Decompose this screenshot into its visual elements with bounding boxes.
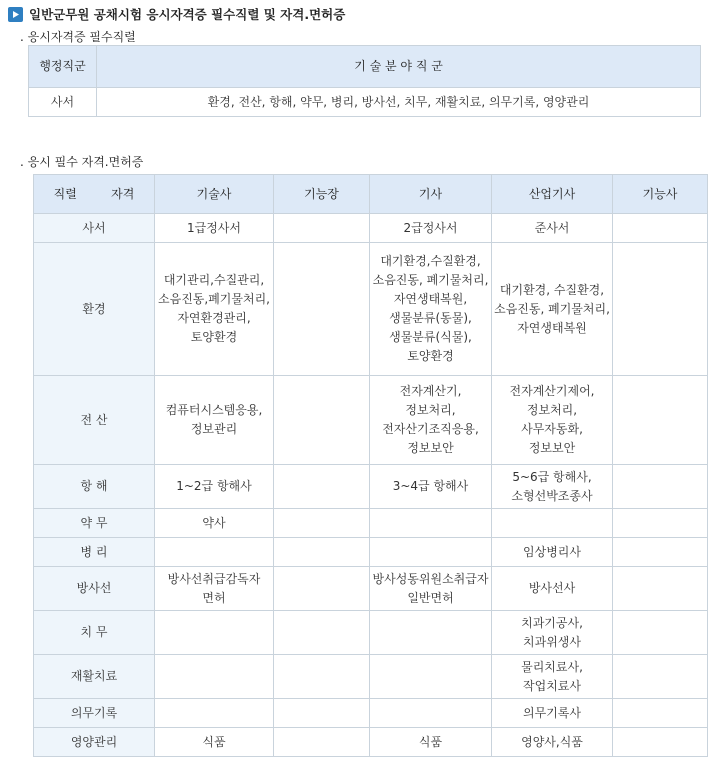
license-cell [613,567,708,611]
license-cell [613,465,708,509]
cell-text: 의무기록사 [523,705,581,720]
license-cell [370,538,492,567]
cell-text: 2급정사서 [403,220,458,235]
license-cell [274,538,370,567]
license-cell [492,567,613,611]
cell-text: 전자계산기제어, 정보처리, 사무자동화, 정보보안 [509,384,595,455]
license-table [33,174,708,757]
series-name-cell [34,509,155,538]
license-cell [155,728,274,757]
license-cell [613,611,708,655]
license-cell [613,728,708,757]
play-bullet-icon [8,7,23,22]
license-cell [370,465,492,509]
admin-series-cell: 사서 [29,88,97,117]
license-cell [492,538,613,567]
table-row [34,567,708,611]
series-name-cell [34,728,155,757]
series-name-cell [34,538,155,567]
table-row [34,214,708,243]
license-table-body [34,214,708,757]
license-cell [274,655,370,699]
license-cell [492,509,613,538]
required-series-table [28,45,701,117]
license-cell [155,567,274,611]
license-cell [155,243,274,376]
license-cell [370,699,492,728]
license-cell [274,243,370,376]
series-name-cell [34,655,155,699]
cell-text: 영양관리 [70,734,118,749]
cell-text: 식품 [418,734,443,749]
table-row [34,509,708,538]
header-engineer: 기사 [370,175,492,214]
cell-text: 컴퓨터시스템응용, 정보관리 [165,403,263,436]
series-name-cell [34,465,155,509]
cell-text: 방사선취급감독자 면허 [167,571,261,605]
cell-text: 치 무 [80,625,108,639]
cell-text: 3~4급 항해사 [392,479,469,493]
cell-text: 방사선 [76,581,112,595]
license-cell [613,509,708,538]
cell-text: 사서 [82,220,106,235]
series-name-cell [34,214,155,243]
cell-text: 병 리 [80,544,108,559]
table-row [34,699,708,728]
cell-text: 의무기록 [70,705,118,720]
license-cell [155,699,274,728]
license-cell [613,655,708,699]
series-name-cell [34,376,155,465]
cell-text: 1~2급 항해사 [176,479,252,493]
license-cell [613,376,708,465]
license-cell [492,465,613,509]
license-cell [613,243,708,376]
cell-text: 환경 [82,301,106,316]
license-cell [370,376,492,465]
cell-text: 재활치료 [70,669,118,683]
cell-text: 대기환경,수질환경, 소음진동, 폐기물처리, 자연생태복원, 생물분류(동물), 생물분류(식물), 토양환경 [372,254,489,363]
license-cell [492,611,613,655]
cell-text: 전자계산기, 정보처리, 전자산기조직응용, 정보보안 [382,384,479,455]
license-cell [274,699,370,728]
cell-text: 약 무 [80,515,108,530]
cell-text: 1급정사서 [186,220,241,235]
cell-text: 영양사,식품 [521,734,583,749]
cell-text: 5~6급 항해사, 소형선박조종사 [511,469,593,503]
header-tech-group: 기 술 분 야 직 군 [97,46,701,88]
license-cell [370,214,492,243]
header-master-craftsman: 기능장 [274,175,370,214]
license-cell [155,538,274,567]
table-row [34,655,708,699]
license-cell [370,243,492,376]
section1-label: . 응시자격증 필수직렬 [20,30,136,44]
table-row [34,376,708,465]
license-cell [370,567,492,611]
cell-text: 항 해 [80,479,108,493]
cell-text: 대기환경, 수질환경, 소음진동, 폐기물처리, 자연생태복원 [494,282,610,335]
page-title [8,4,345,24]
license-cell [274,728,370,757]
header-industrial-engineer: 산업기사 [492,175,613,214]
license-cell [492,728,613,757]
cell-text: 전 산 [80,412,108,427]
cell-text: 대기관리,수질관리, 소음진동,폐기물처리, 자연환경관리, 토양환경 [158,273,270,344]
tech-series-cell: 환경, 전산, 항해, 약무, 병리, 방사선, 치무, 재활치료, 의무기록, 영양관리 [97,88,701,117]
license-cell [370,655,492,699]
series-name-cell [34,699,155,728]
cell-text: 물리치료사, 작업치료사 [521,659,583,693]
license-cell [155,465,274,509]
header-series-qualification: 직렬 자격 [34,175,155,214]
license-cell [274,465,370,509]
license-cell [155,376,274,465]
cell-text: 준사서 [534,220,570,235]
license-cell [155,509,274,538]
license-cell [370,728,492,757]
header-admin-group: 행정직군 [29,46,97,88]
license-cell [613,214,708,243]
license-cell [155,655,274,699]
cell-text: 식품 [202,734,226,749]
license-cell [613,699,708,728]
table-row [34,538,708,567]
license-cell [613,538,708,567]
header-craftsman: 기능사 [613,175,708,214]
license-cell [155,214,274,243]
section2-label: . 응시 필수 자격.면허증 [20,155,144,169]
series-name-cell [34,567,155,611]
license-cell [492,699,613,728]
license-cell [274,214,370,243]
table-row [34,243,708,376]
cell-text: 방사성동위원소취급자 일반면허 [372,571,489,605]
license-cell [274,376,370,465]
page-title-text: 일반군무원 공채시험 응시자격증 필수직렬 및 자격.면허증 [29,7,346,22]
license-cell [274,509,370,538]
license-cell [492,214,613,243]
license-cell [492,376,613,465]
series-name-cell [34,611,155,655]
cell-text: 약사 [202,515,226,530]
license-cell [155,611,274,655]
table-row [34,611,708,655]
table-row [34,728,708,757]
header-professional-engineer: 기술사 [155,175,274,214]
table-row [34,465,708,509]
license-cell [274,611,370,655]
license-cell [370,611,492,655]
license-cell [492,243,613,376]
cell-text: 임상병리사 [523,544,581,559]
cell-text: 치과기공사, 치과위생사 [521,615,583,649]
license-cell [492,655,613,699]
cell-text: 방사선사 [528,581,576,595]
series-name-cell [34,243,155,376]
license-cell [370,509,492,538]
license-cell [274,567,370,611]
